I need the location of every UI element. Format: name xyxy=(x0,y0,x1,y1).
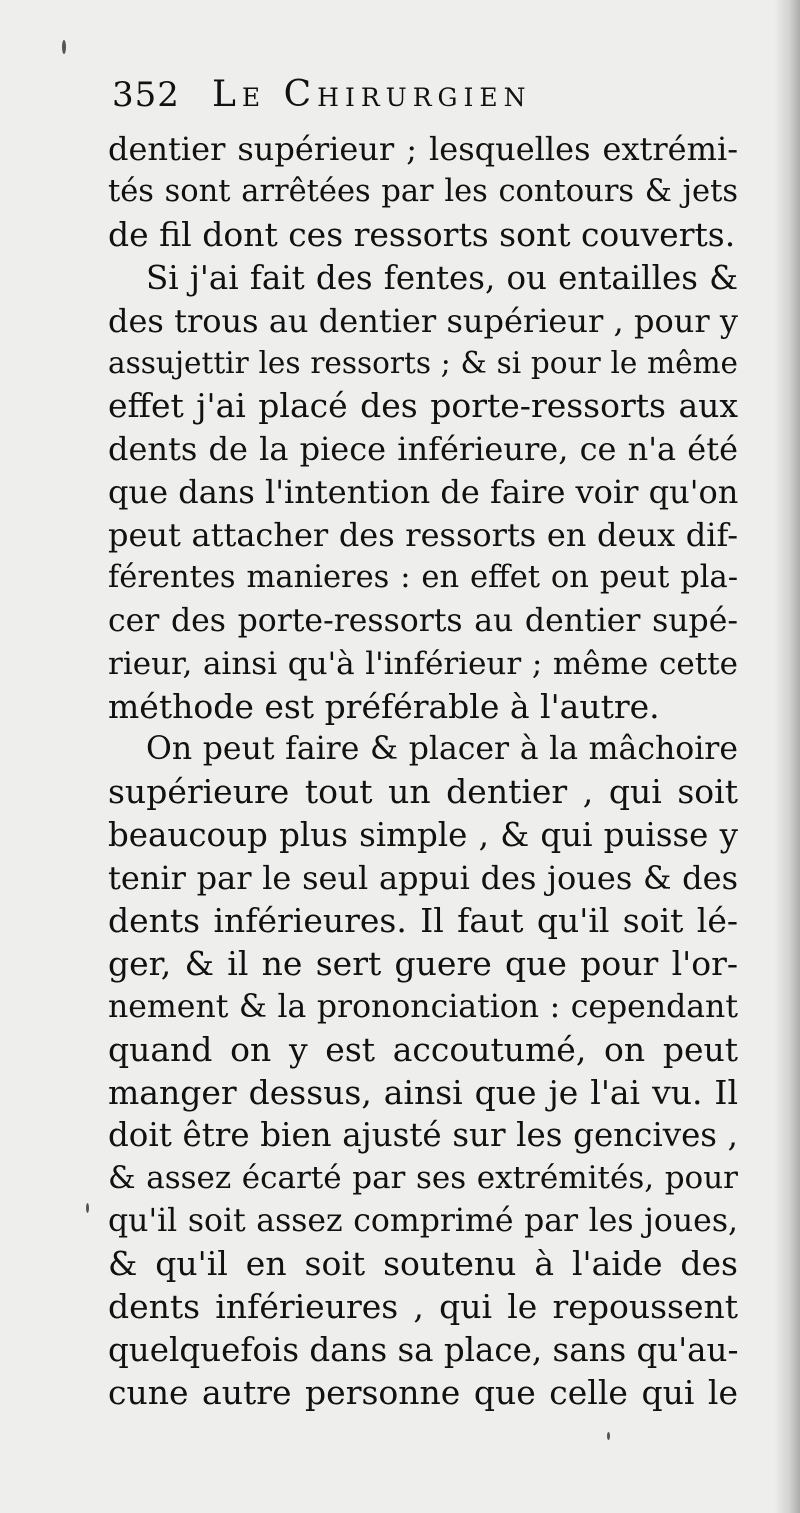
text-line: dents de la piece inférieure, ce n'a été xyxy=(108,430,738,469)
text-line: que dans l'intention de faire voir qu'on xyxy=(108,473,738,512)
paragraph-start-line: On peut faire & placer à la mâchoire xyxy=(146,731,738,768)
text-line: assujettir les ressorts ; & si pour le même xyxy=(108,346,738,381)
text-line: cer des porte-ressorts au dentier supé- xyxy=(108,602,738,639)
text-line: ger, & il ne sert guere que pour l'or- xyxy=(108,943,738,983)
text-line: férentes manieres : en effet on peut pla- xyxy=(108,559,738,595)
text-line: méthode est préférable à l'autre. xyxy=(108,686,660,726)
text-line: doit être bien ajusté sur les gencives , xyxy=(108,1116,738,1155)
gutter-shadow xyxy=(774,0,800,1513)
text-line: des trous au dentier supérieur , pour y xyxy=(108,301,738,340)
text-line: quand on y est accoutumé, on peut xyxy=(108,1029,738,1069)
text-line: de fil dont ces ressorts sont couverts. xyxy=(108,214,736,254)
body-text xyxy=(108,128,738,1415)
text-line: rieur, ainsi qu'à l'inférieur ; même cette xyxy=(108,645,738,682)
text-line: dents inférieures , qui le repoussent xyxy=(108,1287,738,1327)
page-header xyxy=(112,74,712,124)
page-number: 352 xyxy=(112,75,180,115)
text-line: & qu'il en soit soutenu à l'aide des xyxy=(108,1244,738,1284)
text-line: cune autre personne que celle qui le xyxy=(108,1372,738,1412)
paragraph-start-line: Si j'ai fait des fentes, ou entailles & xyxy=(146,258,738,297)
paper-speck xyxy=(86,1203,89,1213)
text-line: supérieure tout un dentier , qui soit xyxy=(108,772,738,812)
text-line: manger dessus, ainsi que je l'ai vu. Il xyxy=(108,1072,738,1112)
text-line: dentier supérieur ; lesquelles extrémi- xyxy=(108,130,738,168)
text-line: peut attacher des ressorts en deux dif- xyxy=(108,516,738,555)
text-line: tés sont arrêtées par les contours & jets xyxy=(108,173,738,209)
text-line: tenir par le seul appui des joues & des xyxy=(108,859,738,898)
text-line: nement & la prononciation : cependant xyxy=(108,988,738,1025)
paper-speck xyxy=(62,40,66,54)
paper-speck xyxy=(607,1432,610,1440)
text-line: quelquefois dans sa place, sans qu'au- xyxy=(108,1330,738,1369)
text-line: & assez écarté par ses extrémités, pour xyxy=(108,1160,738,1197)
running-head: Le Chirurgien xyxy=(212,74,532,115)
text-line: effet j'ai placé des porte-ressorts aux xyxy=(108,386,738,426)
text-line: beaucoup plus simple , & qui puisse y xyxy=(108,816,738,855)
text-line: dents inférieures. Il faut qu'il soit lé- xyxy=(108,901,738,941)
text-line: qu'il soit assez comprimé par les joues, xyxy=(108,1203,738,1240)
